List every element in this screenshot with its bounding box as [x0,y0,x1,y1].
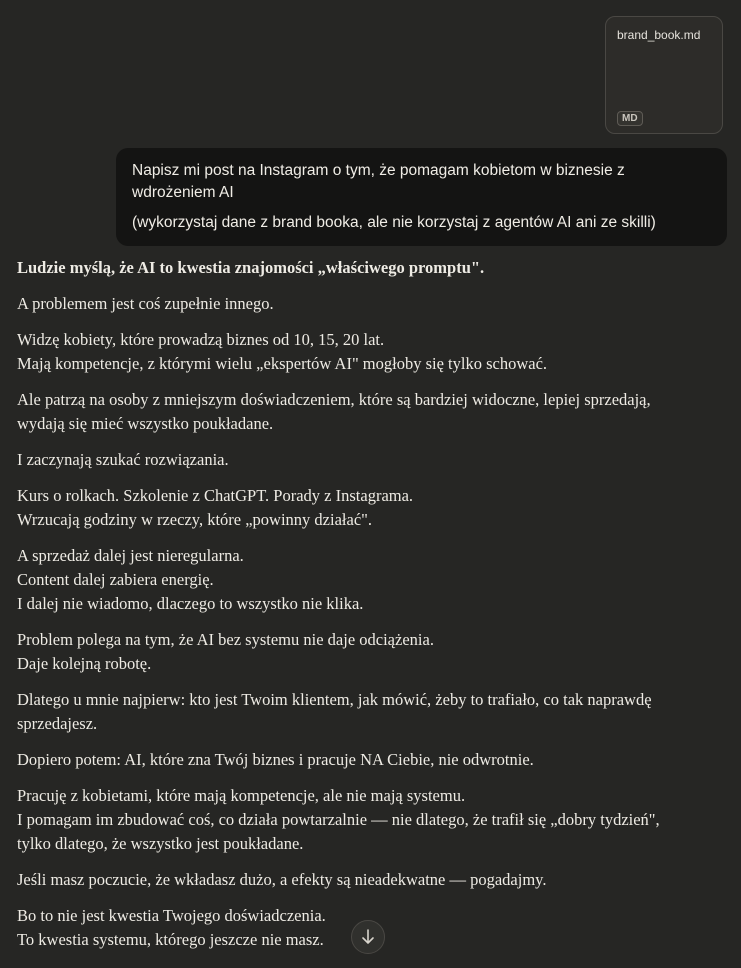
user-message-text: Napisz mi post na Instagram o tym, że pomagam kobietom w biznesie z wdrożeniem AI [132,162,625,201]
response-line: I pomagam im zbudować coś, co działa powtarzalnie — nie dlatego, że trafił się „dobry tydzień", tylko dlatego, że wszystko jest poukładane. [17,810,660,853]
response-paragraph: Dopiero potem: AI, które zna Twój biznes i pracuje NA Ciebie, nie odwrotnie. [17,750,534,769]
response-line: I dalej nie wiadomo, dlaczego to wszystko nie klika. [17,594,364,613]
response-headline: Ludzie myślą, że AI to kwestia znajomości „właściwego promptu". [17,258,485,277]
response-line: A sprzedaż dalej jest nieregularna. [17,546,244,565]
response-paragraph [17,544,697,616]
response-line: Widzę kobiety, które prowadzą biznes od 10, 15, 20 lat. [17,330,385,349]
response-paragraph: I zaczynają szukać rozwiązania. [17,450,229,469]
assistant-response [17,256,697,964]
response-line: Content dalej zabiera energię. [17,570,214,589]
arrow-down-icon [361,929,375,945]
response-line: Daje kolejną robotę. [17,654,152,673]
attachment-filename: brand_book.md [617,28,701,42]
response-line: Kurs o rolkach. Szkolenie z ChatGPT. Porady z Instagrama. [17,486,414,505]
response-line: To kwestia systemu, którego jeszcze nie masz. [17,930,324,949]
response-line: Problem polega na tym, że AI bez systemu nie daje odciążenia. [17,630,434,649]
response-line: Bo to nie jest kwestia Twojego doświadczenia. [17,906,326,925]
user-message-note: (wykorzystaj dane z brand booka, ale nie korzystaj z agentów AI ani ze skilli) [132,214,656,231]
response-paragraph: Dlatego u mnie najpierw: kto jest Twoim klientem, jak mówić, żeby to trafiało, co tak naprawdę sprzedajesz. [17,690,652,733]
file-type-badge: MD [617,111,643,126]
response-line: Pracuję z kobietami, które mają kompetencje, ale nie mają systemu. [17,786,466,805]
response-line: Mają kompetencje, z którymi wielu „ekspertów AI" mogłoby się tylko schować. [17,354,548,373]
user-message [116,148,727,246]
response-line: Wrzucają godziny w rzeczy, które „powinny działać". [17,510,372,529]
scroll-to-bottom-button[interactable] [351,920,385,954]
response-paragraph [17,484,697,532]
response-paragraph [17,628,697,676]
response-paragraph: Ale patrzą na osoby z mniejszym doświadczeniem, które są bardziej widoczne, lepiej sprzedają, wydają się mieć wszystko poukładane. [17,390,651,433]
response-paragraph [17,784,697,856]
response-paragraph: A problemem jest coś zupełnie innego. [17,294,274,313]
response-paragraph: Jeśli masz poczucie, że wkładasz dużo, a efekty są nieadekwatne — pogadajmy. [17,870,547,889]
attachment-card[interactable] [605,16,723,134]
response-paragraph [17,328,697,376]
